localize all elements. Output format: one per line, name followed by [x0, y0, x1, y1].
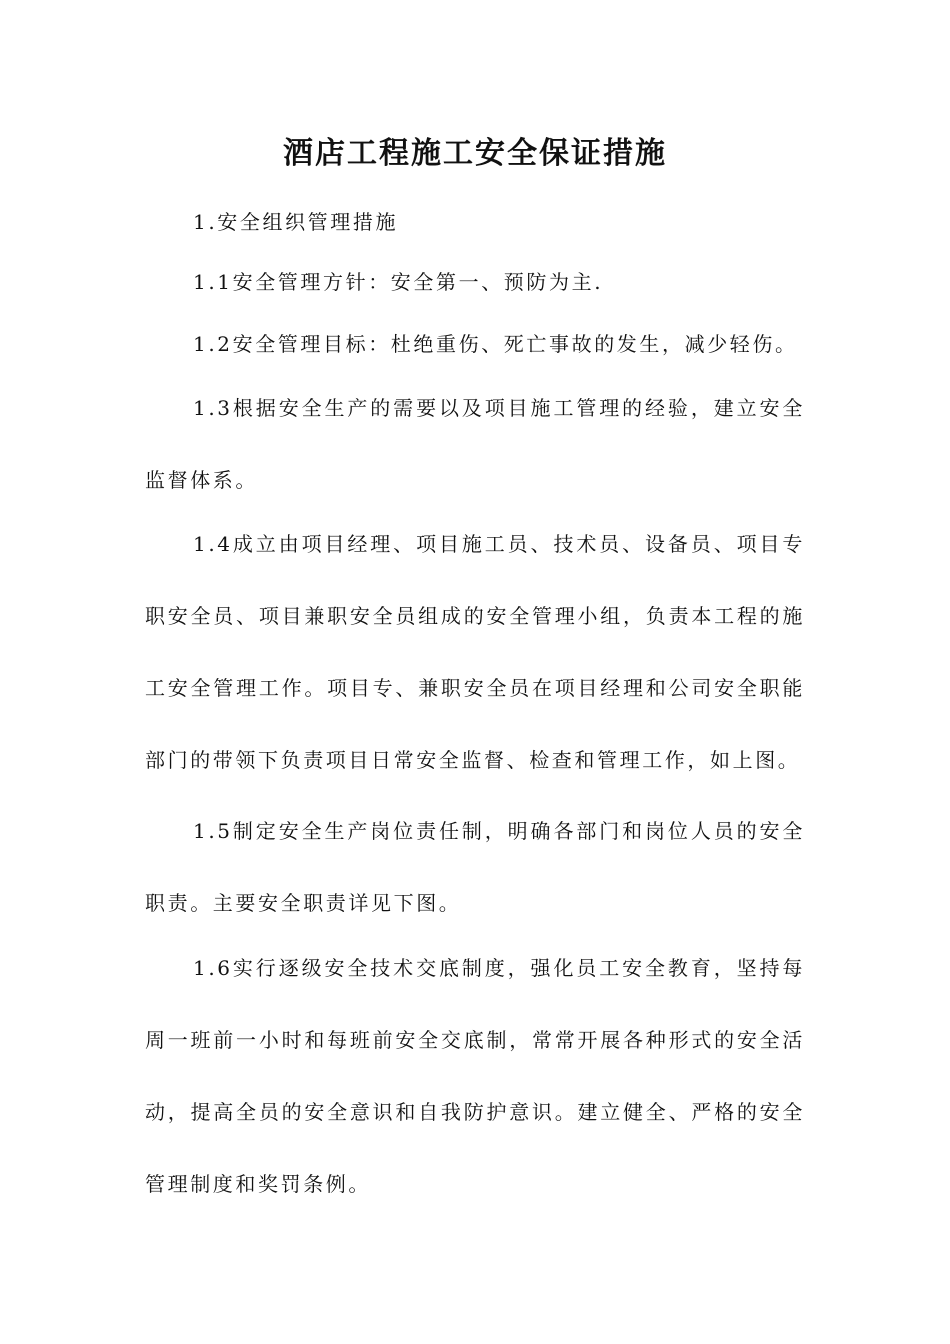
paragraph-section-1: 1.安全组织管理措施	[193, 210, 399, 234]
paragraph-section-1-4: 1.4成立由项目经理、项目施工员、技术员、设备员、项目专职安全员、项目兼职安全员组成的安全管理小组，负责本工程的施工安全管理工作。项目专、兼职安全员在项目经理和公司安全职能部门的带领下负责项目日常安全监督、检查和管理工作，如上图。	[145, 532, 805, 772]
paragraph-section-1-5: 1.5制定安全生产岗位责任制，明确各部门和岗位人员的安全职责。主要安全职责详见下图。	[145, 819, 805, 915]
paragraph-section-1-2: 1.2安全管理目标：杜绝重伤、死亡事故的发生，减少轻伤。	[193, 332, 798, 356]
paragraph-section-1-1: 1.1安全管理方针：安全第一、预防为主.	[193, 270, 604, 294]
paragraph-section-1-6: 1.6实行逐级安全技术交底制度，强化员工安全教育，坚持每周一班前一小时和每班前安全交底制，常常开展各种形式的安全活动，提高全员的安全意识和自我防护意识。建立健全、严格的安全管理制度和奖罚条例。	[145, 956, 805, 1196]
paragraph-section-1-3: 1.3根据安全生产的需要以及项目施工管理的经验，建立安全监督体系。	[145, 396, 805, 492]
document-title: 酒店工程施工安全保证措施	[283, 136, 667, 171]
